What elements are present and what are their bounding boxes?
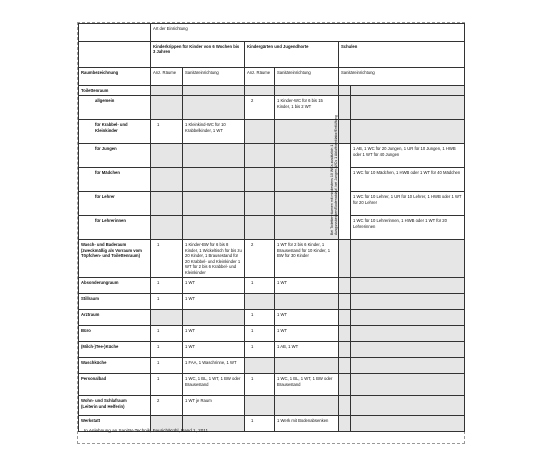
- cell-san: 1 FAA, 1 Waschrinne, 1 WT: [183, 358, 245, 374]
- header-san-kg: Sanitäreinrichtung: [275, 68, 339, 86]
- header-raumbezeichnung: Raumbezeichnung: [79, 68, 151, 86]
- cell-san: 1 WT: [275, 278, 339, 294]
- cell-anz: 1: [245, 326, 275, 342]
- cell-anz: 1: [245, 310, 275, 326]
- row-wohn-sublabel: (Leiterin und Helferin): [81, 403, 125, 409]
- cell-san: 1 WT: [183, 278, 245, 294]
- row-personalbad: Personalbad: [79, 374, 151, 396]
- cell-san: 1 Kinder-BW für 6 bis 8 Kinder, 1 Wickeltisch für bis zu 20 Kinder, 1 Brausestand für 20 Krabbel- und Kleinkinder 1 WT für 2 bis 6 Krabbel- und Kleinkinder: [183, 240, 245, 278]
- cell-anz: 2: [245, 96, 275, 120]
- cell-anz: 1: [151, 374, 183, 396]
- row-werkstatt: Werkstatt: [79, 416, 151, 432]
- vertical-note: Bei Toilettenräumen mit mindestens 10 WCs zusätzlich 1 Ausgussbecken/Bodenablauf, bei Jungen-WCs 1 Abluftventilator/Entlüftung: [330, 115, 339, 236]
- cell-anz: 2: [245, 240, 275, 278]
- row-milch: (Milch-)Tee-)Küche: [79, 342, 151, 358]
- cell-san: 1 WT: [183, 326, 245, 342]
- row-allgemein: allgemein: [79, 96, 151, 120]
- cell-anz: 1: [151, 358, 183, 374]
- cell-anz: 1: [245, 342, 275, 358]
- header-anz-krippen: Anz. Räume: [151, 68, 183, 86]
- sanitary-table: [78, 23, 465, 432]
- cell-san: 1 Kleinkind-WC für 10 Krabbelkinder, 1 WT: [183, 120, 245, 144]
- header-krippen: Kinderkrippen für Kinder von 6 Wochen bis 3 Jahren: [151, 42, 245, 68]
- vertical-note-cell: [330, 115, 351, 240]
- cell-anz: 1: [151, 294, 183, 310]
- cell-san: 1 WT je Raum: [183, 396, 245, 416]
- header-san-krippen: Sanitäreinrichtung: [183, 68, 245, 86]
- row-wasch: Wasch- und Baderaum (zweckmäßig als Vorraum vom Töpfchen- und Toilettenraum): [79, 240, 151, 278]
- cell-san: 1 WT: [183, 342, 245, 358]
- cell-san: 1 WT: [275, 326, 339, 342]
- cell-san: 1 WC, 1 BL, 1 WT, 1 BW oder Brausestand: [275, 374, 339, 396]
- cell-anz: 1: [245, 278, 275, 294]
- row-krabbel: für Krabbel- und Kleinkinder: [79, 120, 151, 144]
- corner-cell: [79, 24, 151, 42]
- cell-anz: 1: [151, 278, 183, 294]
- row-waschkueche: Waschküche: [79, 358, 151, 374]
- header-art: Art der Einrichtung: [151, 24, 465, 42]
- cell-san: 1 Werk mit Bodenabsenken: [275, 416, 339, 432]
- document-page: [77, 22, 465, 444]
- row-stillraum: Stillraum: [79, 294, 151, 310]
- row-absonderung: Absonderungraum: [79, 278, 151, 294]
- row-maedchen: für Mädchen: [79, 168, 151, 192]
- row-lehrer: für Lehrer: [79, 192, 151, 216]
- row-arztraum: Arztraum: [79, 310, 151, 326]
- cell-san: 1 AB, 1 WC für 20 Jungen, 1 UR für 10 Jungen, 1 HWB oder 1 WT für 40 Jungen: [351, 144, 465, 168]
- cell-san: 1 WT: [275, 310, 339, 326]
- cell-anz: 1: [245, 374, 275, 396]
- row-jungen: für Jungen: [79, 144, 151, 168]
- row-buero: Büro: [79, 326, 151, 342]
- row-lehrerinnen: für Lehrerinnen: [79, 216, 151, 240]
- cell-san: 1 AB, 1 WT: [275, 342, 339, 358]
- cell-san: 1 WC für 10 Lehrerinnen, 1 HWB oder 1 WT für 20 Lehrerinnen: [351, 216, 465, 240]
- cell-anz: 1: [245, 416, 275, 432]
- row-wohn-label: Wohn- und Schlafraum: [81, 398, 127, 404]
- cell-san: 1 WT: [183, 294, 245, 310]
- cell-anz: 1: [151, 342, 183, 358]
- cell-san: 1 Kinder-WC für 6 bis 15 Kinder, 1 bis 2 WT: [275, 96, 339, 120]
- cell-anz: 1: [151, 326, 183, 342]
- cell-anz: 1: [151, 120, 183, 144]
- cell-anz: 1: [151, 240, 183, 278]
- cell-san: 1 WC, 1 BL, 1 WT, 1 BW oder Brausestand: [183, 374, 245, 396]
- cell-anz: 2: [151, 396, 183, 416]
- row-toilettenraum: Toilettenraum: [79, 86, 151, 96]
- row-wohn: [79, 396, 151, 416]
- cell-san: 1 WC für 10 Mädchen, 1 HWB oder 1 WT für 40 Mädchen: [351, 168, 465, 192]
- header-schulen: Schulen: [339, 42, 465, 68]
- source-footer: In Anlehnung an Sanitär-Technik, Feurich/Kühl, Band 1, 2011: [84, 428, 209, 433]
- corner-cell-2: [79, 42, 151, 68]
- cell-san: 1 WT für 2 bis 6 Kinder, 1 Brausestand für 10 Kinder, 1 BW für 30 Kinder: [275, 240, 339, 278]
- header-kindergaerten: Kindergärten und Jugendhorte: [245, 42, 339, 68]
- header-san-schulen: Sanitäreinrichtung: [339, 68, 465, 86]
- cell-san: 1 WC für 10 Lehrer, 1 UR für 10 Lehrer, 1 HWB oder 1 WT für 20 Lehrer: [351, 192, 465, 216]
- header-anz-kg: Anz. Räume: [245, 68, 275, 86]
